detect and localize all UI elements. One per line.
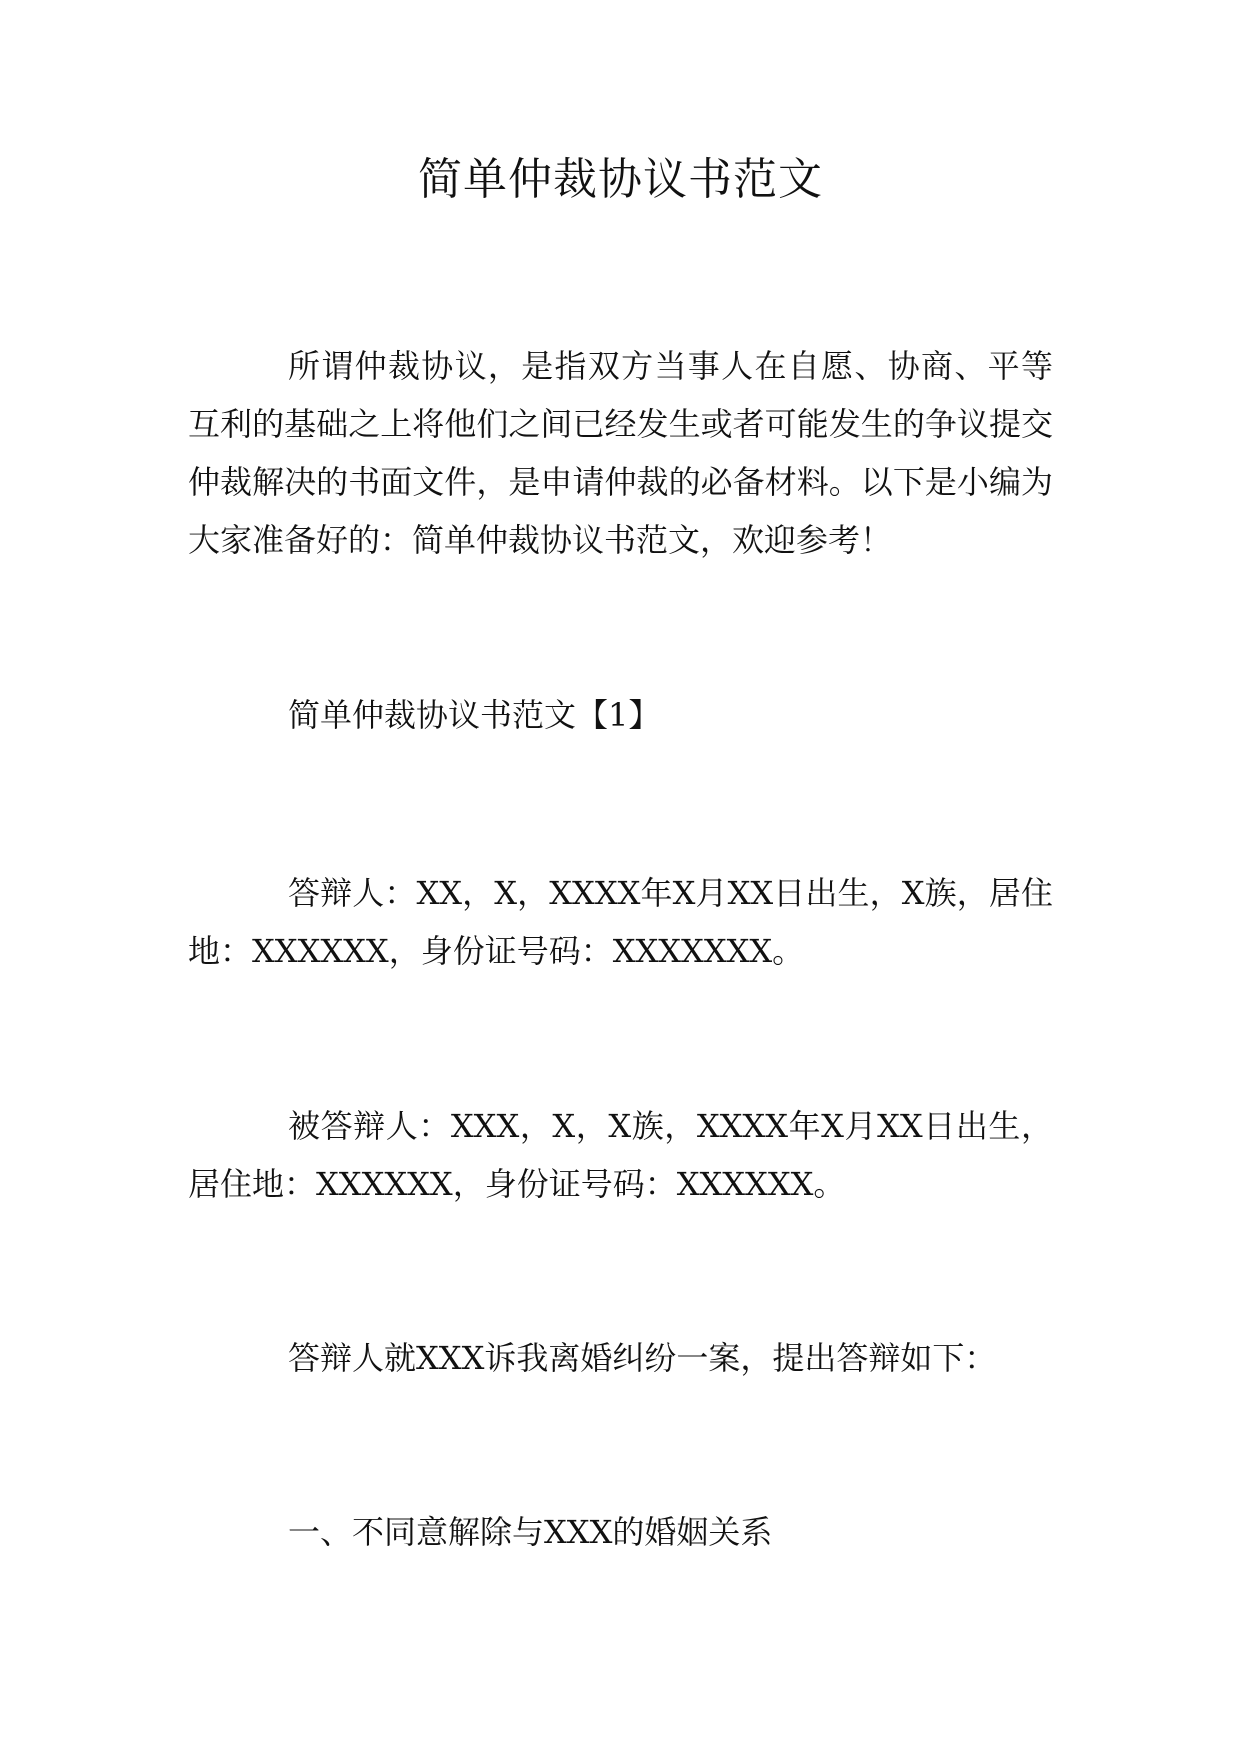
document-title: 简单仲裁协议书范文 [418,154,823,205]
respondent-paragraph: 答辩人：XX，X，XXXX年X月XX日出生，X族，居住地：XXXXXX，身份证号码：XXXXXXX。 [188,874,1053,970]
claimant-paragraph: 被答辩人：XXX，X，X族，XXXX年X月XX日出生，居住地：XXXXXX，身份证号码：XXXXXX。 [188,1107,1053,1203]
intro-paragraph: 所谓仲裁协议，是指双方当事人在自愿、协商、平等互利的基础之上将他们之间已经发生或者可能发生的争议提交仲裁解决的书面文件，是申请仲裁的必备材料。以下是小编为大家准备好的：简单仲裁协议书范文，欢迎参考！ [188,347,1053,559]
point-one-paragraph: 一、不同意解除与XXX的婚姻关系 [288,1513,773,1551]
statement-paragraph: 答辩人就XXX诉我离婚纠纷一案，提出答辩如下： [288,1339,997,1377]
section-heading: 简单仲裁协议书范文【1】 [288,696,661,734]
